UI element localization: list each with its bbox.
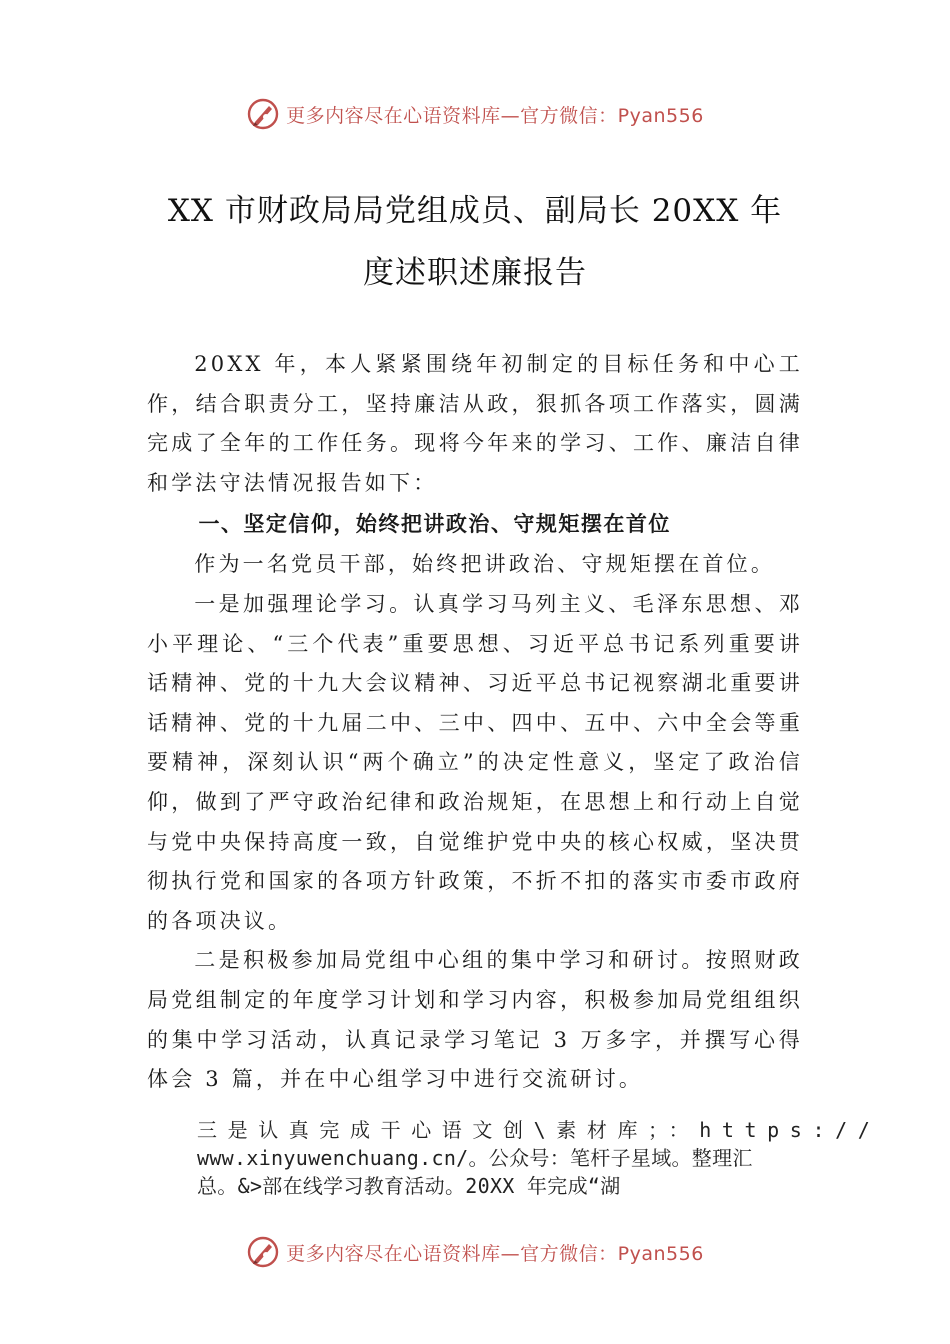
section-heading-1: 一、坚定信仰，始终把讲政治、守规矩摆在首位 — [198, 512, 671, 537]
pen-logo-icon — [246, 97, 280, 131]
pen-logo-icon — [246, 1235, 280, 1269]
banner-text — [286, 1239, 704, 1266]
banner-text — [286, 101, 704, 128]
banner-wechat: 官方微信：Pyan556 — [520, 1242, 704, 1265]
document-body — [147, 345, 803, 1100]
mixed-line-1: 三是认真完成干心语文创\素材库；：https:// — [197, 1118, 881, 1142]
banner-wechat: 官方微信：Pyan556 — [520, 104, 704, 127]
paragraph-4-mixed — [197, 1116, 881, 1200]
paragraph-3: 二是积极参加局党组中心组的集中学习和研讨。按照财政局党组制定的年度学习计划和学习内容，积极参加局党组组织的集中学习活动，认真记录学习笔记 3 万多字，并撰写心得体会 3 篇，并在中心组学习中进行交流研讨。 — [147, 948, 803, 1092]
document-title — [120, 180, 830, 304]
banner-site-name: 更多内容尽在心语资料库 — [286, 1242, 501, 1265]
footer-watermark-banner — [0, 1232, 950, 1272]
banner-dash: — — [500, 1242, 521, 1265]
paragraph-1: 作为一名党员干部，始终把讲政治、守规矩摆在首位。 — [194, 552, 776, 577]
banner-dash: — — [500, 104, 521, 127]
title-line-2: 度述职述廉报告 — [363, 255, 587, 291]
mixed-line-3: 总。&>部在线学习教育活动。20XX 年完成“湖 — [197, 1174, 621, 1198]
header-watermark-banner — [0, 94, 950, 134]
paragraph-intro: 20XX 年，本人紧紧围绕年初制定的目标任务和中心工作，结合职责分工，坚持廉洁从政，狠抓各项工作落实，圆满完成了全年的工作任务。现将今年来的学习、工作、廉洁自律和学法守法情况报告如下： — [147, 352, 803, 495]
title-line-1: XX 市财政局局党组成员、副局长 20XX 年 — [167, 193, 783, 229]
mixed-line-2: www.xinyuwenchuang.cn/。公众号：笔杆子星域。整理汇 — [197, 1146, 753, 1170]
paragraph-2: 一是加强理论学习。认真学习马列主义、毛泽东思想、邓小平理论、“三个代表”重要思想、习近平总书记系列重要讲话精神、党的十九大会议精神、习近平总书记视察湖北重要讲话精神、党的十九届二中、三中、四中、五中、六中全会等重要精神，深刻认识“两个确立”的决定性意义，坚定了政治信仰，做到了严守政治纪律和政治规矩，在思想上和行动上自觉与党中央保持高度一致，自觉维护党中央的核心权威，坚决贯彻执行党和国家的各项方针政策，不折不扣的落实市委市政府的各项决议。 — [147, 591, 803, 933]
banner-site-name: 更多内容尽在心语资料库 — [286, 104, 501, 127]
